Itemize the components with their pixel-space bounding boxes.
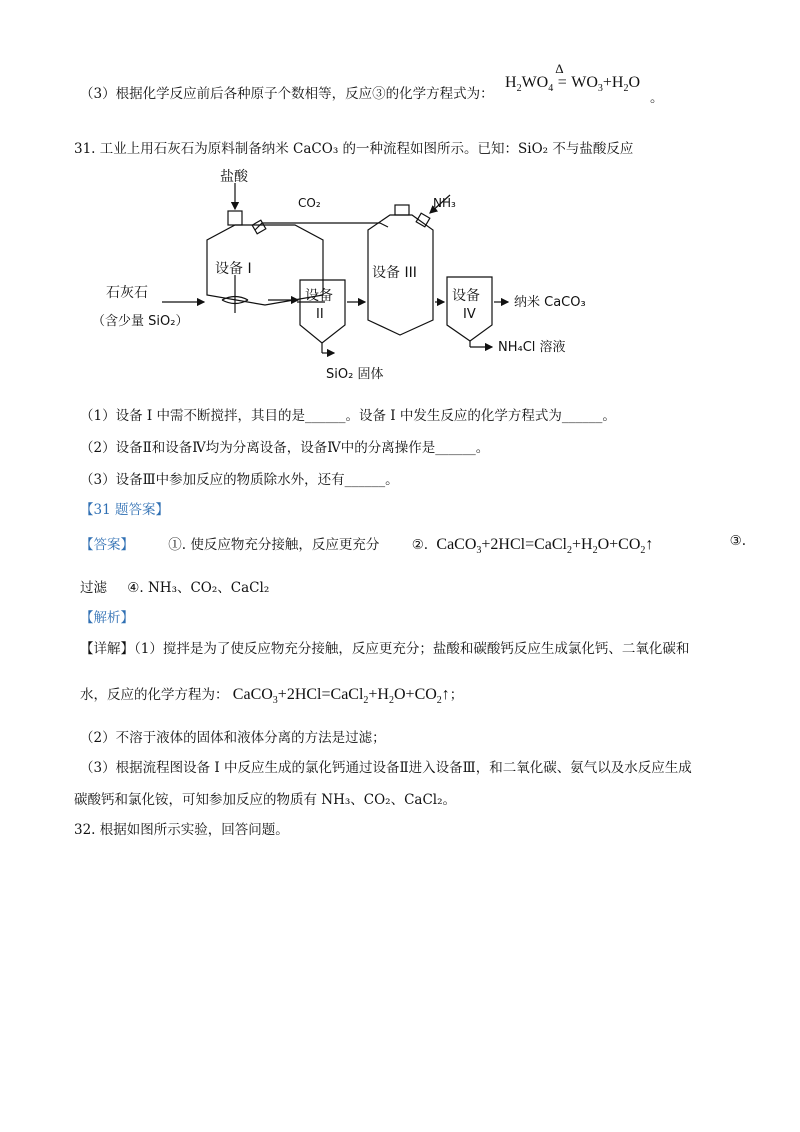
- detail-3a: （3）根据流程图设备 I 中反应生成的氯化钙通过设备Ⅱ进入设备Ⅲ，和二氧化碳、氨气以及水反应生成: [80, 760, 692, 776]
- answer-3-prefix: ③.: [729, 533, 746, 549]
- device1-inlet-neck: [228, 211, 242, 225]
- label-co2: CO₂: [298, 196, 321, 210]
- label-device4-b: IV: [463, 307, 476, 322]
- q30-part3-suffix: 。: [650, 90, 664, 106]
- label-nano-caco3: 纳米 CaCO₃: [514, 295, 586, 310]
- q31-sub1: （1）设备 I 中需不断搅拌，其目的是______。设备 I 中发生反应的化学方程式为______。: [80, 408, 616, 424]
- analysis-heading: 【解析】: [80, 610, 134, 626]
- q32-stem: 32. 根据如图所示实验，回答问题。: [74, 822, 289, 838]
- label-hcl: 盐酸: [220, 169, 248, 185]
- q31-answer-line: [80, 533, 746, 557]
- q31-answer-heading: 【31 题答案】: [80, 502, 169, 518]
- process-flow-diagram: [90, 165, 610, 390]
- label-device4-a: 设备: [452, 288, 480, 304]
- q31-sub2: （2）设备Ⅱ和设备Ⅳ均为分离设备，设备Ⅳ中的分离操作是______。: [80, 440, 490, 456]
- answer-3: 过滤: [80, 580, 107, 596]
- answer-2-equation: $CaCO_3+2HCl=CaCl_2+H_2O+CO_2↑$: [436, 536, 654, 557]
- condition-equals: Δ =: [555, 61, 567, 91]
- label-device2-b: II: [316, 307, 324, 322]
- label-nh3: NH₃: [433, 196, 456, 210]
- q31-sub3: （3）设备Ⅲ中参加反应的物质除水外，还有______。: [80, 472, 399, 488]
- label-device2-a: 设备: [305, 288, 333, 304]
- heat-symbol: Δ: [555, 61, 564, 76]
- q31-stem: 31. 工业上用石灰石为原料制备纳米 CaCO₃ 的一种流程如图所示。已知：SiO₂ 不与盐酸反应: [74, 141, 634, 157]
- detail-3b: 碳酸钙和氯化铵，可知参加反应的物质有 NH₃、CO₂、CaCl₂。: [74, 792, 457, 808]
- co2-pipe: [255, 223, 388, 230]
- label-limestone-note: （含少量 SiO₂）: [92, 314, 189, 329]
- label-device1: 设备 I: [215, 261, 252, 277]
- device3-top-neck: [395, 205, 409, 215]
- label-limestone: 石灰石: [106, 285, 148, 301]
- detail-equation: $CaCO_3+2HCl=CaCl_2+H_2O+CO_2↑$: [232, 686, 450, 707]
- q31-answer-line2: [80, 576, 269, 596]
- answer-label: 【答案】: [80, 537, 134, 553]
- label-nh4cl: NH₄Cl 溶液: [498, 340, 566, 355]
- q30-part3-prefix: （3）根据化学反应前后各种原子个数相等，反应③的化学方程式为：: [80, 86, 494, 102]
- detail-2: （2）不溶于液体的固体和液体分离的方法是过滤；: [80, 730, 386, 746]
- answer-2-prefix: ②.: [411, 537, 429, 553]
- label-sio2-solid: SiO₂ 固体: [326, 367, 384, 382]
- answer-1: ①. 使反应物充分接触，反应更充分: [168, 537, 380, 553]
- answer-4: ④. NH₃、CO₂、CaCl₂: [127, 580, 270, 596]
- detail-1: 【详解】（1）搅拌是为了使反应物充分接触，反应更充分；盐酸和碳酸钙反应生成氯化钙、二氧化碳和: [80, 641, 690, 657]
- detail-1b: 水，反应的化学方程为： $CaCO_3+2HCl=CaCl_2+H_2O+CO_2↑$；: [80, 686, 464, 707]
- q30-equation: $H_2WO_4$ Δ = $WO_3+H_2O$: [505, 61, 641, 95]
- label-device3: 设备 III: [372, 265, 417, 281]
- q30-part3-line: [80, 82, 494, 102]
